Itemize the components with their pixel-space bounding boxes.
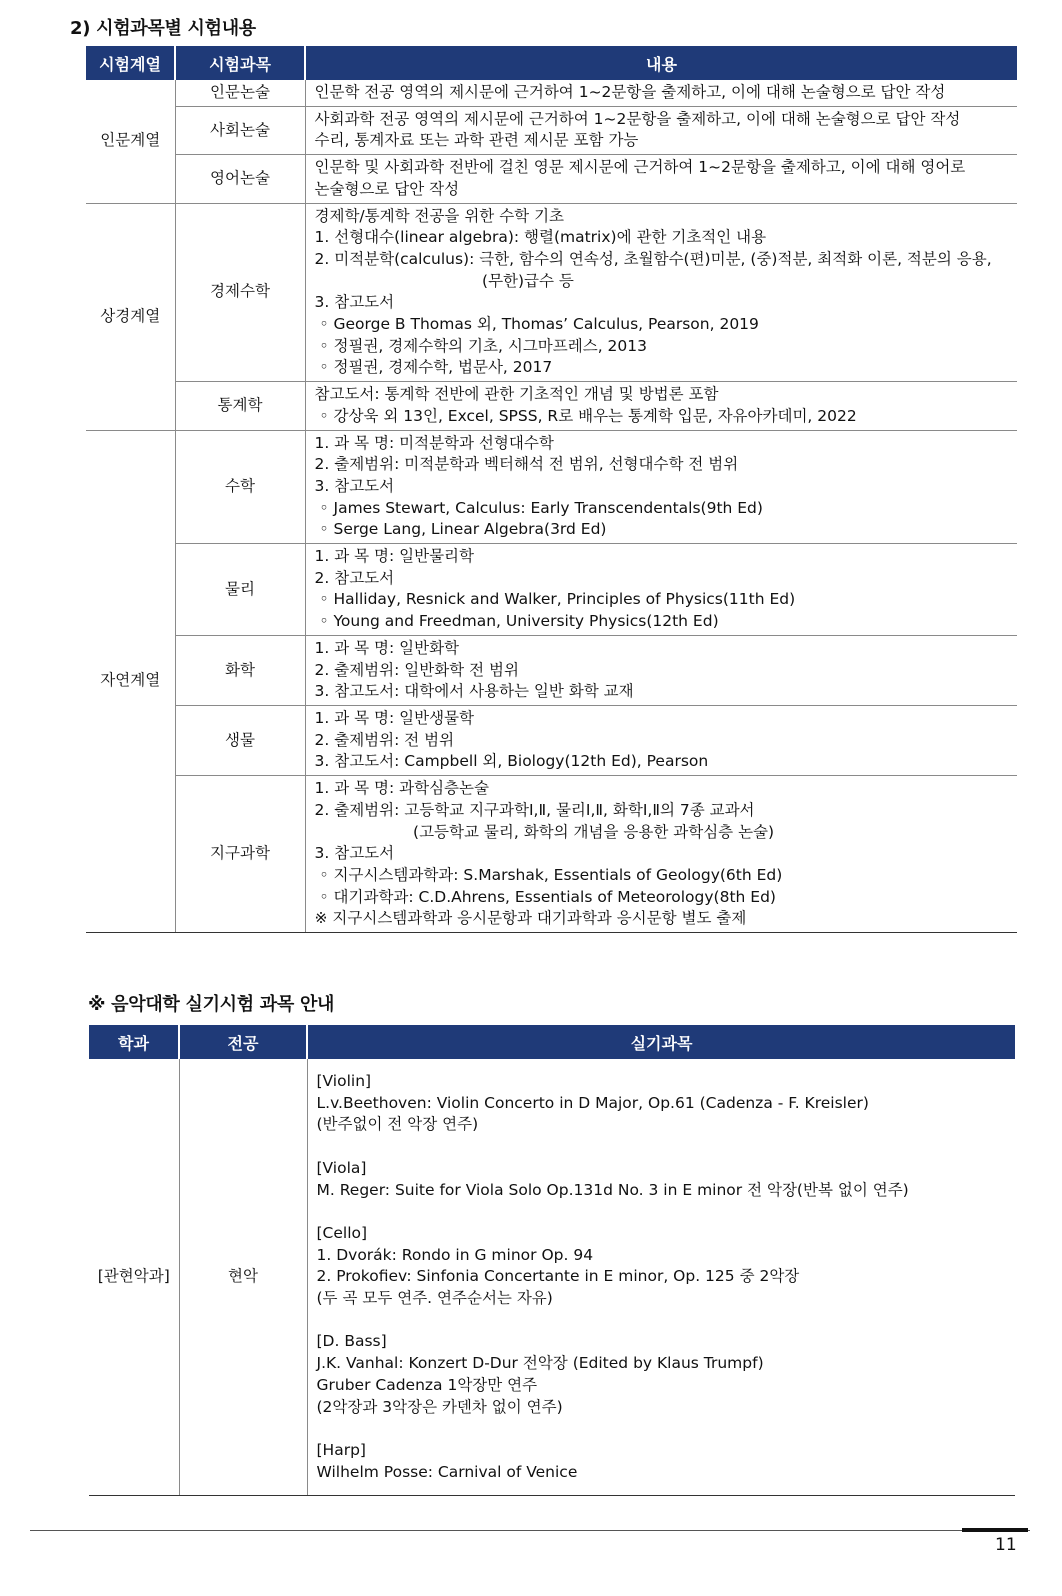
content-line: ◦ George B Thomas 외, Thomas’ Calculus, Pearson, 2019 [314, 315, 759, 334]
practical-line: [D. Bass] [316, 1332, 387, 1351]
exam-subject-cell: 지구과학 [175, 776, 305, 933]
exam-field-cell: 상경계열 [86, 203, 175, 430]
exam-subject-cell: 수학 [175, 430, 305, 544]
content-line: 1. 과 목 명: 과학심층논술 [314, 779, 489, 798]
content-line: ◦ 정필권, 경제수학의 기초, 시그마프레스, 2013 [314, 336, 648, 355]
exam-field-cell: 인문계열 [86, 80, 175, 203]
practical-line: (반주없이 전 악장 연주) [316, 1115, 479, 1134]
page-number: 11 [995, 1535, 1017, 1555]
section-title: 2) 시험과목별 시험내용 [70, 18, 256, 39]
department-cell: [관현악과] [89, 1059, 179, 1496]
content-line: ※ 지구시스템과학과 응시문항과 대기과학과 응시문항 별도 출제 [314, 909, 747, 928]
table-row [86, 80, 1017, 106]
content-line: (무한)급수 등 [314, 271, 574, 290]
practical-line: [Cello] [316, 1223, 368, 1242]
content-line: ◦ Young and Freedman, University Physics(12th Ed) [314, 612, 719, 631]
header-exam-field: 시험계열 [86, 46, 175, 80]
exam-subject-cell: 화학 [175, 635, 305, 705]
content-cell [305, 155, 1017, 203]
content-line: 1. 과 목 명: 일반생물학 [314, 708, 475, 727]
table-row [86, 635, 1017, 705]
practical-line: L.v.Beethoven: Violin Concerto in D Major, Op.61 (Cadenza - F. Kreisler) [316, 1093, 869, 1112]
footer-mark [962, 1528, 1028, 1532]
practical-line: 1. Dvorák: Rondo in G minor Op. 94 [316, 1245, 594, 1264]
content-line: 1. 과 목 명: 미적분학과 선형대수학 [314, 433, 554, 452]
table-row [86, 705, 1017, 775]
header-exam-subject: 시험과목 [175, 46, 305, 80]
practical-line: [Viola] [316, 1158, 367, 1177]
exam-subject-cell: 경제수학 [175, 203, 305, 382]
practical-line [317, 1418, 1008, 1440]
content-line: ◦ Halliday, Resnick and Walker, Principles of Physics(11th Ed) [314, 590, 796, 609]
practical-line [317, 1136, 1008, 1158]
content-line: 3. 참고도서: 대학에서 사용하는 일반 화학 교재 [314, 682, 634, 701]
practical-content-cell [307, 1059, 1015, 1496]
practical-line: [Violin] [316, 1072, 372, 1090]
content-line: ◦ Serge Lang, Linear Algebra(3rd Ed) [314, 520, 607, 539]
practical-line: 2. Prokofiev: Sinfonia Concertante in E minor, Op. 125 중 2악장 [316, 1267, 800, 1286]
content-line: ◦ 대기과학과: C.D.Ahrens, Essentials of Meteorology(8th Ed) [314, 887, 776, 906]
table-header-row [86, 46, 1017, 80]
practical-line: Wilhelm Posse: Carnival of Venice [316, 1462, 578, 1481]
content-line: (고등학교 물리, 화학의 개념을 응용한 과학심층 논술) [314, 822, 775, 841]
content-line: 3. 참고도서 [314, 293, 395, 312]
content-line: 1. 과 목 명: 일반화학 [314, 638, 460, 657]
table-header-row [89, 1025, 1015, 1059]
practical-line: (2악장과 3악장은 카덴차 없이 연주) [316, 1397, 563, 1416]
table-row [86, 155, 1017, 203]
practical-line: M. Reger: Suite for Viola Solo Op.131d No. 3 in E minor 전 악장(반복 없이 연주) [316, 1180, 909, 1199]
content-line: 2. 참고도서 [314, 568, 395, 587]
content-line: 2. 출제범위: 고등학교 지구과학Ⅰ,Ⅱ, 물리Ⅰ,Ⅱ, 화학Ⅰ,Ⅱ의 7종 교과서 [314, 800, 755, 819]
practical-line [317, 1201, 1008, 1223]
content-line: 1. 과 목 명: 일반물리학 [314, 547, 475, 566]
header-department: 학과 [89, 1025, 179, 1059]
content-line: 인문학 및 사회과학 전반에 걸친 영문 제시문에 근거하여 1~2문항을 출제하고, 이에 대해 영어로 [314, 158, 966, 177]
practical-line: (두 곡 모두 연주. 연주순서는 자유) [316, 1289, 553, 1307]
content-line: 참고도서: 통계학 전반에 관한 기초적인 개념 및 방법론 포함 [314, 385, 719, 404]
content-cell [305, 106, 1017, 154]
content-line: 1. 선형대수(linear algebra): 행렬(matrix)에 관한 기초적인 내용 [314, 228, 767, 247]
exam-subject-cell: 영어논술 [175, 155, 305, 203]
content-cell [305, 635, 1017, 705]
major-cell: 현악 [179, 1059, 307, 1496]
content-line: 2. 미적분학(calculus): 극한, 함수의 연속성, 초월함수(편)미분, (중)적분, 최적화 이론, 적분의 응용, [314, 249, 992, 268]
content-line: ◦ James Stewart, Calculus: Early Transcendentals(9th Ed) [314, 498, 763, 517]
table-row [86, 430, 1017, 544]
music-exam-table [89, 1025, 1015, 1496]
content-line: ◦ 지구시스템과학과: S.Marshak, Essentials of Geology(6th Ed) [314, 865, 783, 884]
exam-content-table [86, 46, 1017, 933]
content-cell [305, 705, 1017, 775]
content-line: 사회과학 전공 영역의 제시문에 근거하여 1~2문항을 출제하고, 이에 대해 논술형으로 답안 작성 [314, 109, 961, 128]
exam-field-cell: 자연계열 [86, 430, 175, 932]
practical-line: J.K. Vanhal: Konzert D-Dur 전악장 (Edited by Klaus Trumpf) [316, 1354, 764, 1373]
practical-line: [Harp] [316, 1440, 366, 1459]
content-cell [305, 430, 1017, 544]
content-line: 2. 출제범위: 전 범위 [314, 730, 455, 749]
content-line: ◦ 정필권, 경제수학, 법문사, 2017 [314, 358, 553, 377]
music-section-title: ※ 음악대학 실기시험 과목 안내 [88, 994, 335, 1015]
exam-subject-cell: 생물 [175, 705, 305, 775]
content-line: 논술형으로 답안 작성 [314, 179, 460, 198]
content-line: 3. 참고도서: Campbell 외, Biology(12th Ed), Pearson [314, 752, 709, 771]
content-cell [305, 776, 1017, 933]
practical-line [317, 1310, 1008, 1332]
header-content: 내용 [305, 46, 1017, 80]
content-line: 경제학/통계학 전공을 위한 수학 기초 [314, 206, 565, 225]
content-cell [305, 544, 1017, 636]
content-line: 수리, 통계자료 또는 과학 관련 제시문 포함 가능 [314, 131, 639, 150]
exam-subject-cell: 사회논술 [175, 106, 305, 154]
table-row [89, 1059, 1015, 1496]
content-line: 3. 참고도서 [314, 476, 395, 495]
exam-subject-cell: 통계학 [175, 382, 305, 430]
table-row [86, 203, 1017, 382]
table-row [86, 544, 1017, 636]
content-cell [305, 382, 1017, 430]
exam-subject-cell: 물리 [175, 544, 305, 636]
table-row [86, 382, 1017, 430]
content-cell [305, 203, 1017, 382]
table-row [86, 776, 1017, 933]
footer-divider [30, 1530, 1030, 1531]
content-line: ◦ 강상욱 외 13인, Excel, SPSS, R로 배우는 통계학 입문, 자유아카데미, 2022 [314, 406, 857, 425]
header-major: 전공 [179, 1025, 307, 1059]
content-line: 인문학 전공 영역의 제시문에 근거하여 1~2문항을 출제하고, 이에 대해 논술형으로 답안 작성 [314, 83, 946, 101]
content-line: 2. 출제범위: 미적분학과 벡터해석 전 범위, 선형대수학 전 범위 [314, 455, 739, 474]
header-practical-subject: 실기과목 [307, 1025, 1015, 1059]
exam-subject-cell: 인문논술 [175, 80, 305, 106]
table-row [86, 106, 1017, 154]
content-line: 2. 출제범위: 일반화학 전 범위 [314, 660, 519, 679]
practical-line: Gruber Cadenza 1악장만 연주 [316, 1375, 538, 1394]
content-line: 3. 참고도서 [314, 844, 395, 863]
content-cell [305, 80, 1017, 106]
